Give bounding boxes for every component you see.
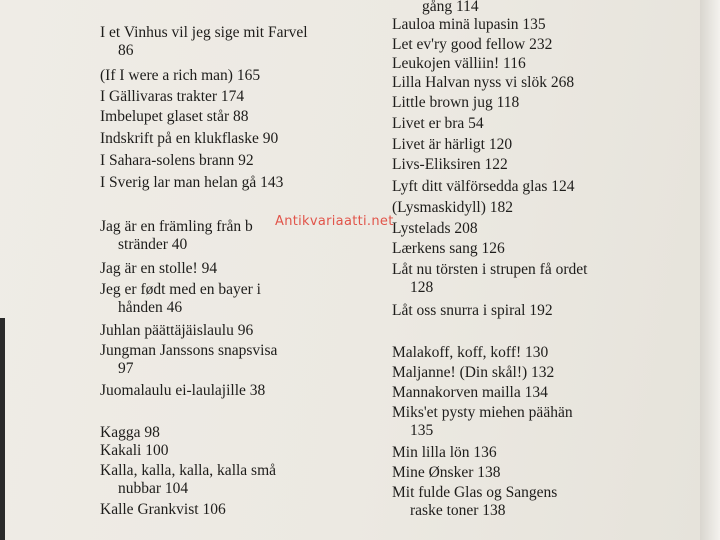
entry-title: I et Vinhus vil jeg sige mit Farvel — [100, 24, 308, 41]
entry-continuation: 97 — [118, 360, 134, 377]
index-entry — [392, 404, 573, 440]
index-entry — [100, 24, 308, 60]
index-entry — [392, 0, 479, 16]
entry-continuation: 86 — [118, 42, 134, 59]
entry-continuation: raske toner 138 — [410, 502, 506, 519]
index-entry — [100, 442, 168, 460]
index-entry — [100, 130, 278, 148]
entry-title: Kagga 98 — [100, 424, 160, 441]
entry-continuation: nubbar 104 — [118, 480, 189, 497]
index-entry — [392, 36, 552, 54]
index-entry — [100, 152, 254, 170]
index-entry — [100, 108, 249, 126]
entry-title: Jungman Janssons snapsvisa — [100, 342, 278, 359]
entry-title: Lauloa minä lupasin 135 — [392, 16, 546, 33]
entry-title: I Sverig lar man helan gå 143 — [100, 174, 284, 191]
entry-title: I Sahara-solens brann 92 — [100, 152, 254, 169]
entry-title: Maljanne! (Din skål!) 132 — [392, 364, 555, 381]
entry-title: Miks'et pysty miehen päähän — [392, 404, 573, 421]
entry-title: I Gällivaras trakter 174 — [100, 88, 245, 105]
index-entry — [392, 199, 513, 217]
index-entry — [392, 302, 553, 320]
index-entry — [392, 240, 505, 258]
entry-title: Jag är en främling från b — [100, 218, 253, 235]
entry-title: Lilla Halvan nyss vi slök 268 — [392, 74, 575, 91]
index-entry — [100, 462, 276, 498]
index-entry — [392, 55, 526, 73]
index-entry — [392, 261, 587, 297]
entry-title: Let ev'ry good fellow 232 — [392, 36, 553, 53]
index-entry — [100, 501, 226, 519]
entry-title: Jag är en stolle! 94 — [100, 260, 218, 277]
page-edge — [700, 0, 720, 540]
entry-title: (If I were a rich man) 165 — [100, 67, 261, 84]
index-entry — [392, 136, 512, 154]
index-entry — [100, 382, 265, 400]
index-entry — [100, 67, 260, 85]
entry-continuation: 135 — [410, 422, 434, 439]
index-entry — [392, 444, 497, 462]
index-entry — [392, 220, 478, 238]
index-entry — [392, 156, 508, 174]
entry-title: Little brown jug 118 — [392, 94, 520, 111]
watermark: Antikvariaatti.net — [275, 214, 394, 229]
entry-title: Kakali 100 — [100, 442, 169, 459]
index-entry — [392, 16, 546, 34]
binding-shadow — [0, 318, 5, 540]
entry-title: Livet er bra 54 — [392, 115, 484, 132]
index-entry — [100, 424, 160, 442]
index-entry — [100, 281, 261, 317]
index-entry — [100, 174, 283, 192]
index-entry — [392, 484, 557, 520]
entry-title: Mannakorven mailla 134 — [392, 384, 548, 401]
entry-continuation: stränder 40 — [118, 236, 188, 253]
entry-title: Indskrift på en klukflaske 90 — [100, 130, 279, 147]
entry-title: Malakoff, koff, koff! 130 — [392, 344, 549, 361]
index-entry — [100, 88, 244, 106]
entry-title: Mit fulde Glas og Sangens — [392, 484, 558, 501]
entry-title: gång 114 — [422, 0, 479, 15]
index-entry — [100, 342, 277, 378]
index-entry — [100, 260, 217, 278]
entry-title: Lærkens sang 126 — [392, 240, 505, 257]
index-entry — [392, 178, 575, 196]
index-entry — [392, 74, 574, 92]
index-entry — [100, 218, 253, 254]
entry-title: Livet är härligt 120 — [392, 136, 513, 153]
index-entry — [392, 115, 484, 133]
index-entry — [392, 464, 501, 482]
index-entry — [392, 344, 548, 362]
entry-continuation: 128 — [410, 279, 434, 296]
entry-continuation: hånden 46 — [118, 299, 183, 316]
entry-title: Kalla, kalla, kalla, kalla små — [100, 462, 277, 479]
entry-title: Min lilla lön 136 — [392, 444, 497, 461]
entry-title: Lyft ditt välförsedda glas 124 — [392, 178, 575, 195]
entry-title: Juhlan päättäjäislaulu 96 — [100, 322, 254, 339]
entry-title: Juomalaulu ei-laulajille 38 — [100, 382, 266, 399]
entry-title: Lystelads 208 — [392, 220, 478, 237]
index-entry — [392, 384, 548, 402]
index-entry — [392, 94, 519, 112]
entry-title: Leukojen välliin! 116 — [392, 55, 526, 72]
index-entry — [100, 322, 253, 340]
entry-title: Jeg er født med en bayer i — [100, 281, 261, 298]
entry-title: Mine Ønsker 138 — [392, 464, 501, 481]
entry-title: Kalle Grankvist 106 — [100, 501, 226, 518]
entry-title: (Lysmaskidyll) 182 — [392, 199, 513, 216]
entry-title: Livs-Eliksiren 122 — [392, 156, 508, 173]
entry-title: Låt oss snurra i spiral 192 — [392, 302, 553, 319]
index-entry — [392, 364, 554, 382]
entry-title: Låt nu törsten i strupen få ordet — [392, 261, 588, 278]
entry-title: Imbelupet glaset står 88 — [100, 108, 249, 125]
